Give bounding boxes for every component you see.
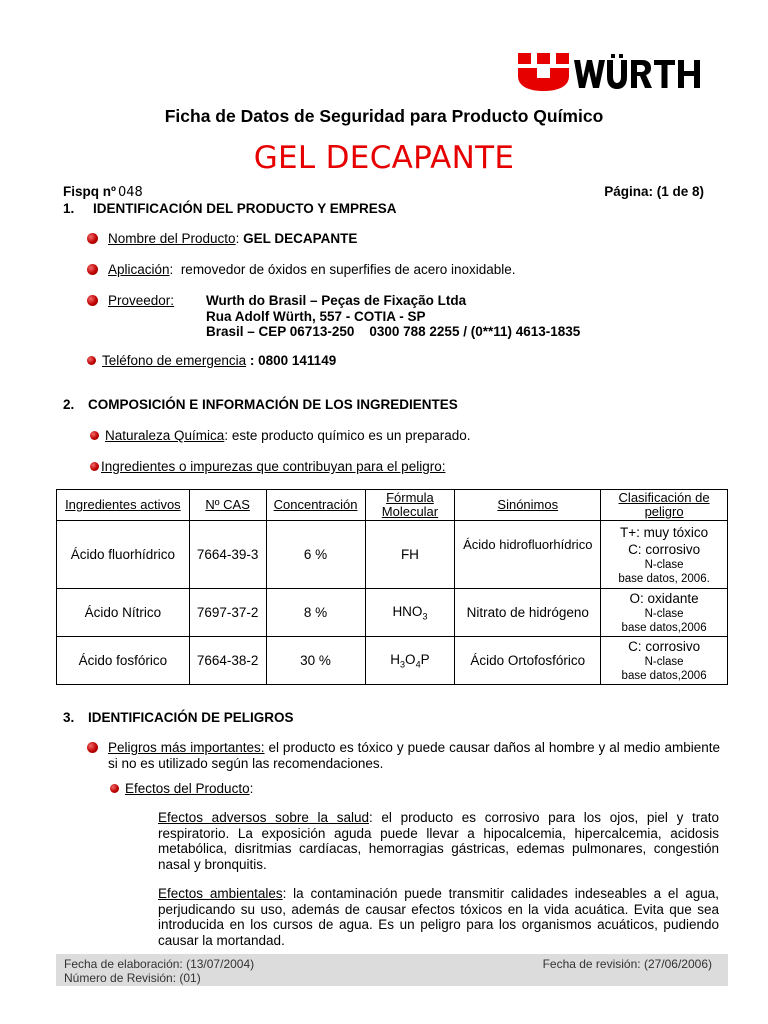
nature-label: Naturaleza Química [105,428,225,443]
page-indicator: Página: (1 de 8) [604,184,704,199]
ingredient-name: Ácido fluorhídrico [57,521,190,589]
section-title-text: COMPOSICIÓN E INFORMACIÓN DE LOS INGREDIENTES [88,397,458,412]
fispq-value: 048 [117,185,143,200]
bullet-icon [90,431,99,440]
product-title: GEL DECAPANTE [253,140,515,176]
column-header: Sinónimos [455,490,601,521]
section-title-text: IDENTIFICACIÓN DE PELIGROS [88,710,294,725]
ingredients-label: Ingredientes o impurezas que contribuyan para el peligro: [101,459,446,474]
bullet-icon [87,264,98,275]
ingredients-item [90,459,445,474]
section-1-title [63,201,397,216]
section-number: 2. [63,397,75,412]
product-name-item: Nombre del Producto: GEL DECAPANTE [87,231,357,246]
column-header: Clasificación de peligro [601,490,728,521]
page-footer [56,954,728,986]
section-2-title [63,397,458,412]
emergency-value: : 0800 141149 [249,353,337,368]
bullet-icon [87,356,96,365]
column-header: Concentración [266,490,365,521]
main-hazards-label: Peligros más importantes: [108,740,265,755]
effects-label: Efectos del Producto [125,781,250,796]
revision-date: Fecha de revisión: (27/06/2006) [542,957,712,971]
supplier-label: Proveedor: [108,293,175,308]
table-row [57,521,728,589]
product-name-label: Nombre del Producto [108,231,236,246]
cas-number: 7664-39-3 [189,521,266,589]
supplier-address [206,293,580,340]
ingredient-name: Ácido fosfórico [57,637,190,685]
emergency-phone-item [87,353,336,368]
main-hazards-item [87,740,720,771]
molecular-formula: $H_3O_4P$ [365,637,455,685]
column-header: Nº CAS [189,490,266,521]
application-label: Aplicación [108,262,170,277]
ingredients-table [56,489,728,685]
bullet-icon [87,233,98,244]
hazard-class: O: oxidante N-clase base datos,2006 [601,589,728,637]
concentration: 6 % [266,521,365,589]
health-effects-label: Efectos adversos sobre la salud [158,810,369,825]
synonym: Ácido Ortofosfórico [455,637,601,685]
synonym: Ácido hidrofluorhídrico [455,521,601,589]
bullet-icon [87,295,98,306]
hazard-class: T+: muy tóxico C: corrosivo N-clase base datos, 2006. [601,521,728,589]
env-effects-label: Efectos ambientales [158,886,283,901]
supplier-line: Rua Adolf Würth, 557 - COTIA - SP [206,308,426,324]
environmental-effects-paragraph [158,886,719,948]
supplier-line: Wurth do Brasil – Peças de Fixação Ltda [206,293,467,308]
nature-value: : este producto químico es un preparado. [224,428,471,443]
table-row [57,637,728,685]
fispq-number [63,184,143,200]
hazard-class: C: corrosivo N-clase base datos,2006 [601,637,728,685]
molecular-formula: FH [365,521,455,589]
wurth-logo [518,50,724,92]
column-header: Ingredientes activos [57,490,190,521]
fispq-label: Fispq nº [63,184,116,199]
bullet-icon [110,784,119,793]
synonym: Nitrato de hidrógeno [455,589,601,637]
table-header-row [57,490,728,521]
health-effects-paragraph [158,810,719,872]
cas-number: 7697-37-2 [189,589,266,637]
product-name-value: GEL DECAPANTE [243,231,358,246]
elaboration-date: Fecha de elaboración: (13/07/2004) [64,957,255,971]
supplier-item [87,293,204,308]
concentration: 30 % [266,637,365,685]
concentration: 8 % [266,589,365,637]
ingredient-name: Ácido Nítrico [57,589,190,637]
bullet-icon [87,742,98,753]
document-title: Ficha de Datos de Seguridad para Producto Químico [164,106,604,126]
chemical-nature-item [90,428,470,443]
main-hazards-value: el producto es tóxico y puede causar daños al hombre y al medio ambiente si no es utilizado según las recomendaciones. [108,740,721,771]
bullet-icon [90,462,99,471]
revision-number: Número de Revisión: (01) [64,971,201,985]
table-row [57,589,728,637]
application-value: removedor de óxidos en superfifies de acero inoxidable. [180,262,516,277]
emergency-label: Teléfono de emergencia [102,353,247,368]
application-item: Aplicación: removedor de óxidos en superfifies de acero inoxidable. [87,262,516,277]
cas-number: 7664-38-2 [189,637,266,685]
section-number: 1. [63,201,75,216]
section-number: 3. [63,710,75,725]
health-effects-value: : el producto es corrosivo para los ojos, piel y trato respiratorio. La exposición aguda puede llevar a hipocalcemia, hipercalcemia, acidosis metabólica, disritmias cardíacas, hemorragias gástricas, edemas pulmonares, congestión nasal y bronquitis. [158,810,719,872]
section-3-title [63,710,294,725]
env-effects-value: : la contaminación puede transmitir calidades indeseables a el agua, perjudicando su uso, además de causar efectos tóxicos en la vida acuática. Evita que sea introducida en los cursos de agua. Es un peligro para los organismos acuáticos, pudiendo causar la mortandad. [158,886,719,948]
section-title-text: IDENTIFICACIÓN DEL PRODUCTO Y EMPRESA [93,201,397,216]
molecular-formula: $HNO_3$ [365,589,455,637]
product-effects-item: Efectos del Producto: [110,781,253,796]
supplier-line: Brasil – CEP 06713-250 0300 788 2255 / (0**11) 4613-1835 [206,324,581,339]
column-header: Fórmula Molecular [365,490,455,521]
